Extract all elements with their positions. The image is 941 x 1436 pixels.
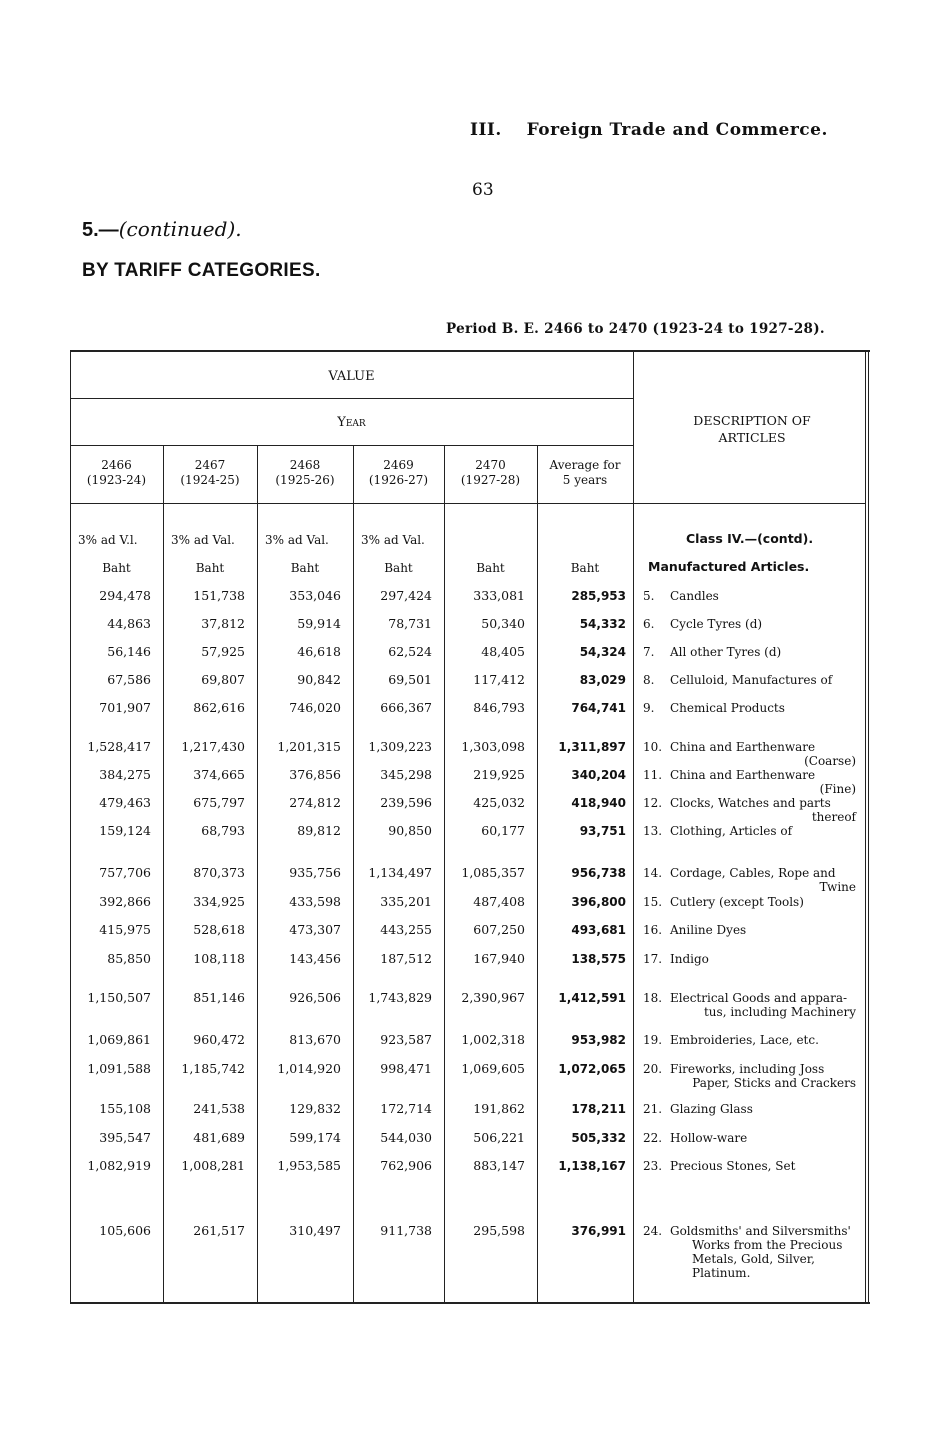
item-description: [670, 866, 856, 894]
value-cell: 59,914: [297, 616, 341, 631]
class-heading: Class IV.—(contd).: [686, 531, 814, 546]
class-subheading: Manufactured Articles.: [648, 559, 810, 574]
item-description: [670, 589, 856, 603]
value-cell: 46,618: [297, 644, 341, 659]
column-year: 2468: [289, 458, 321, 472]
value-cell: 443,255: [380, 922, 432, 937]
value-cell: 68,793: [201, 823, 245, 838]
table-right-border: [865, 350, 866, 1304]
column-span: (1923-24): [86, 473, 147, 487]
value-cell: 69,807: [201, 672, 245, 687]
value-cell: 85,850: [107, 951, 151, 966]
item-description: [670, 617, 856, 631]
column-unit: Baht: [570, 561, 600, 575]
item-description-text: Candles: [670, 589, 719, 603]
value-cell: 1,069,605: [461, 1061, 525, 1076]
value-cell: 1,134,497: [368, 865, 432, 880]
column-span: (1927-28): [460, 473, 521, 487]
item-number: 13.: [643, 824, 663, 838]
tariff-table: [70, 350, 870, 1304]
value-cell: 479,463: [99, 795, 151, 810]
value-cell: 415,975: [99, 922, 151, 937]
column-unit: Baht: [102, 561, 131, 575]
value-cell: 1,185,742: [181, 1061, 245, 1076]
item-number: 24.: [643, 1224, 663, 1238]
item-number: 11.: [643, 768, 663, 782]
average-cell: 764,741: [571, 701, 626, 715]
value-cell: 1,953,585: [277, 1158, 341, 1173]
column-duty: 3% ad V.l.: [78, 533, 138, 547]
section-title: [82, 217, 242, 242]
header-bottom-rule: [70, 503, 866, 504]
average-cell: 340,204: [571, 768, 626, 782]
item-description-text: Hollow-ware: [670, 1131, 748, 1145]
average-cell: 953,982: [571, 1033, 626, 1047]
value-cell: 862,616: [193, 700, 245, 715]
value-cell: 935,756: [289, 865, 341, 880]
item-description: [670, 796, 856, 824]
value-cell: 129,832: [289, 1101, 341, 1116]
column-duty: 3% ad Val.: [361, 533, 425, 547]
item-description-text: Embroideries, Lace, etc.: [670, 1033, 819, 1047]
item-description-text: Chemical Products: [670, 701, 785, 715]
value-cell: 90,850: [388, 823, 432, 838]
average-cell: 178,211: [571, 1102, 626, 1116]
value-cell: 870,373: [193, 865, 245, 880]
value-cell: 67,586: [107, 672, 151, 687]
average-cell: 54,324: [579, 645, 626, 659]
value-cell: 506,221: [473, 1130, 525, 1145]
value-cell: 159,124: [99, 823, 151, 838]
item-description: [670, 1224, 856, 1280]
item-description: [670, 701, 856, 715]
item-number: 22.: [643, 1131, 663, 1145]
item-description-text: China and Earthenware: [670, 740, 816, 754]
value-cell: 239,596: [380, 795, 432, 810]
item-number: 18.: [643, 991, 663, 1005]
value-cell: 481,689: [193, 1130, 245, 1145]
column-year: 2466: [101, 458, 132, 472]
column-span: (1924-25): [180, 473, 240, 487]
value-cell: 926,506: [289, 990, 341, 1005]
value-cell: 473,307: [289, 922, 341, 937]
value-cell: 1,201,315: [277, 739, 341, 754]
column-span: (1925-26): [275, 473, 335, 487]
chapter-number: III.: [470, 120, 502, 140]
average-cell: 83,029: [579, 673, 626, 687]
average-cell: 138,575: [571, 952, 626, 966]
value-cell: 219,925: [473, 767, 525, 782]
value-cell: 57,925: [201, 644, 245, 659]
item-description: [670, 1033, 856, 1047]
item-description: [670, 991, 856, 1019]
value-cell: 487,408: [473, 894, 525, 909]
value-cell: 37,812: [201, 616, 245, 631]
item-description-text: Electrical Goods and appara-: [670, 991, 848, 1005]
item-description-text: Precious Stones, Set: [670, 1159, 796, 1173]
value-cell: 701,907: [99, 700, 151, 715]
item-description: [670, 1159, 856, 1173]
value-cell: 433,598: [289, 894, 341, 909]
value-cell: 353,046: [289, 588, 341, 603]
average-cell: 54,332: [579, 617, 626, 631]
item-number: 15.: [643, 895, 663, 909]
value-cell: 883,147: [473, 1158, 525, 1173]
value-cell: 261,517: [193, 1223, 245, 1238]
value-cell: 607,250: [473, 922, 525, 937]
value-cell: 544,030: [380, 1130, 432, 1145]
item-description-text: Fireworks, including Joss: [670, 1062, 825, 1076]
item-number: 17.: [643, 952, 663, 966]
column-header: [163, 458, 257, 488]
value-cell: 60,177: [481, 823, 525, 838]
value-cell: 666,367: [380, 700, 432, 715]
value-cell: 117,412: [473, 672, 525, 687]
year-rule: [70, 445, 633, 446]
average-cell: 956,738: [571, 866, 626, 880]
item-number: 8.: [643, 673, 655, 687]
value-cell: 2,390,967: [461, 990, 525, 1005]
item-number: 10.: [643, 740, 663, 754]
average-cell: 505,332: [571, 1131, 626, 1145]
item-description: [670, 952, 856, 966]
column-unit: Baht: [195, 561, 225, 575]
average-cell: 285,953: [571, 589, 626, 603]
item-description-text: Cycle Tyres (d): [670, 617, 763, 631]
value-cell: 143,456: [289, 951, 341, 966]
chapter-title: Foreign Trade and Commerce.: [526, 120, 828, 140]
item-number: 14.: [643, 866, 663, 880]
value-cell: 167,940: [473, 951, 525, 966]
value-cell: 294,478: [99, 588, 151, 603]
column-header: [444, 458, 537, 488]
item-number: 16.: [643, 923, 663, 937]
value-cell: 172,714: [380, 1101, 432, 1116]
item-description-text: Indigo: [670, 952, 709, 966]
item-description: [670, 1062, 856, 1090]
column-duty: 3% ad Val.: [265, 533, 329, 547]
value-cell: 1,069,861: [87, 1032, 151, 1047]
value-cell: 69,501: [388, 672, 432, 687]
value-cell: 241,538: [193, 1101, 245, 1116]
value-cell: 425,032: [473, 795, 525, 810]
item-number: 19.: [643, 1033, 663, 1047]
item-description-continuation: (Coarse): [804, 754, 856, 768]
value-cell: 675,797: [193, 795, 245, 810]
item-description: [670, 895, 856, 909]
col-rule-6: [633, 350, 634, 1304]
item-number: 7.: [643, 645, 655, 659]
value-cell: 1,743,829: [368, 990, 432, 1005]
value-rule: [70, 398, 633, 399]
item-description-text: Clocks, Watches and parts: [670, 796, 831, 810]
value-cell: 846,793: [473, 700, 525, 715]
average-cell: 493,681: [571, 923, 626, 937]
item-number: 23.: [643, 1159, 663, 1173]
column-duty: 3% ad Val.: [171, 533, 235, 547]
item-description: [670, 740, 856, 768]
value-cell: 528,618: [193, 922, 245, 937]
item-description: [670, 923, 856, 937]
item-number: 9.: [643, 701, 655, 715]
value-cell: 813,670: [289, 1032, 341, 1047]
value-cell: 295,598: [473, 1223, 525, 1238]
item-number: 5.: [643, 589, 655, 603]
item-description-text: Goldsmiths' and Silversmiths': [670, 1224, 851, 1238]
item-description-continuation: Works from the Precious Metals, Gold, Silver, Platinum.: [692, 1238, 843, 1280]
item-description-text: Cordage, Cables, Rope and: [670, 866, 836, 880]
column-year: 2469: [383, 458, 414, 472]
item-number: 21.: [643, 1102, 663, 1116]
average-cell: 376,991: [571, 1224, 626, 1238]
value-cell: 187,512: [380, 951, 432, 966]
column-unit: Baht: [476, 561, 505, 575]
value-cell: 108,118: [193, 951, 245, 966]
column-year: 2470: [475, 458, 506, 472]
value-cell: 105,606: [99, 1223, 151, 1238]
value-cell: 960,472: [193, 1032, 245, 1047]
value-cell: 345,298: [380, 767, 432, 782]
value-cell: 1,002,318: [461, 1032, 525, 1047]
value-cell: 335,201: [380, 894, 432, 909]
table-bottom-border: [70, 1302, 870, 1304]
item-number: 6.: [643, 617, 655, 631]
value-cell: 851,146: [193, 990, 245, 1005]
value-cell: 376,856: [289, 767, 341, 782]
column-header: [70, 458, 163, 488]
value-cell: 1,150,507: [87, 990, 151, 1005]
value-cell: 62,524: [388, 644, 432, 659]
column-year: 2467: [194, 458, 226, 472]
value-cell: 1,008,281: [181, 1158, 245, 1173]
item-description-continuation: Twine: [819, 880, 856, 894]
table-right-border-outer: [868, 350, 869, 1304]
column-unit: Baht: [290, 561, 320, 575]
value-cell: 310,497: [289, 1223, 341, 1238]
average-cell: 1,138,167: [558, 1159, 626, 1173]
value-cell: 89,812: [297, 823, 341, 838]
item-description: [670, 1131, 856, 1145]
column-year: Average for: [549, 458, 621, 472]
item-description-text: Glazing Glass: [670, 1102, 753, 1116]
value-header: VALUE: [328, 369, 375, 384]
table-top-border: [70, 350, 870, 352]
item-number: 20.: [643, 1062, 663, 1076]
section-subtitle: BY TARIFF CATEGORIES.: [82, 260, 321, 281]
average-cell: 1,311,897: [558, 740, 626, 754]
value-cell: 1,091,588: [87, 1061, 151, 1076]
value-cell: 90,842: [297, 672, 341, 687]
value-cell: 384,275: [99, 767, 151, 782]
item-description: [670, 768, 856, 796]
value-cell: 1,309,223: [368, 739, 432, 754]
page-number: 63: [472, 180, 494, 200]
value-cell: 155,108: [99, 1101, 151, 1116]
section-continued: (continued).: [118, 217, 242, 241]
average-cell: 93,751: [579, 824, 626, 838]
description-header: DESCRIPTION OF ARTICLES: [693, 413, 811, 445]
value-cell: 191,862: [473, 1101, 525, 1116]
value-cell: 48,405: [481, 644, 525, 659]
value-cell: 78,731: [388, 616, 432, 631]
value-cell: 274,812: [289, 795, 341, 810]
value-cell: 392,866: [99, 894, 151, 909]
value-cell: 1,303,098: [461, 739, 525, 754]
column-span: 5 years: [562, 473, 608, 487]
item-description-text: All other Tyres (d): [670, 645, 782, 659]
item-description-continuation: Paper, Sticks and Crackers: [692, 1076, 856, 1090]
value-cell: 50,340: [481, 616, 525, 631]
column-header: [353, 458, 444, 488]
value-cell: 1,014,920: [277, 1061, 341, 1076]
value-cell: 1,085,357: [461, 865, 525, 880]
value-cell: 1,082,919: [87, 1158, 151, 1173]
column-header: [537, 458, 633, 488]
value-cell: 746,020: [289, 700, 341, 715]
column-span: (1926-27): [368, 473, 429, 487]
value-cell: 1,528,417: [87, 739, 151, 754]
value-cell: 998,471: [380, 1061, 432, 1076]
average-cell: 418,940: [571, 796, 626, 810]
item-description: [670, 1102, 856, 1116]
average-cell: 396,800: [571, 895, 626, 909]
item-description-text: Celluloid, Manufactures of: [670, 673, 833, 687]
value-cell: 151,738: [193, 588, 245, 603]
value-cell: 923,587: [380, 1032, 432, 1047]
item-description: [670, 824, 856, 838]
item-description-continuation: (Fine): [819, 782, 856, 796]
value-cell: 762,906: [380, 1158, 432, 1173]
value-cell: 334,925: [193, 894, 245, 909]
item-description-text: China and Earthenware: [670, 768, 816, 782]
page-header: [470, 120, 828, 140]
item-description-continuation: thereof: [811, 810, 856, 824]
value-cell: 297,424: [380, 588, 432, 603]
item-description-text: Clothing, Articles of: [670, 824, 793, 838]
period-label: Period B. E. 2466 to 2470 (1923-24 to 1927-28).: [446, 321, 825, 337]
value-cell: 395,547: [99, 1130, 151, 1145]
value-cell: 333,081: [473, 588, 525, 603]
column-unit: Baht: [384, 561, 413, 575]
year-header: Year: [337, 415, 366, 430]
average-cell: 1,412,591: [558, 991, 626, 1005]
value-cell: 757,706: [99, 865, 151, 880]
section-number: 5.—: [82, 219, 119, 241]
value-cell: 56,146: [107, 644, 151, 659]
column-header: [257, 458, 353, 488]
item-description-continuation: tus, including Machinery: [703, 1005, 856, 1019]
item-description: [670, 673, 856, 687]
value-cell: 599,174: [289, 1130, 341, 1145]
average-cell: 1,072,065: [558, 1062, 626, 1076]
value-cell: 374,665: [193, 767, 245, 782]
value-cell: 1,217,430: [181, 739, 245, 754]
item-number: 12.: [643, 796, 663, 810]
item-description-text: Aniline Dyes: [670, 923, 747, 937]
value-cell: 44,863: [107, 616, 151, 631]
item-description: [670, 645, 856, 659]
item-description-text: Cutlery (except Tools): [670, 895, 804, 909]
value-cell: 911,738: [380, 1223, 432, 1238]
